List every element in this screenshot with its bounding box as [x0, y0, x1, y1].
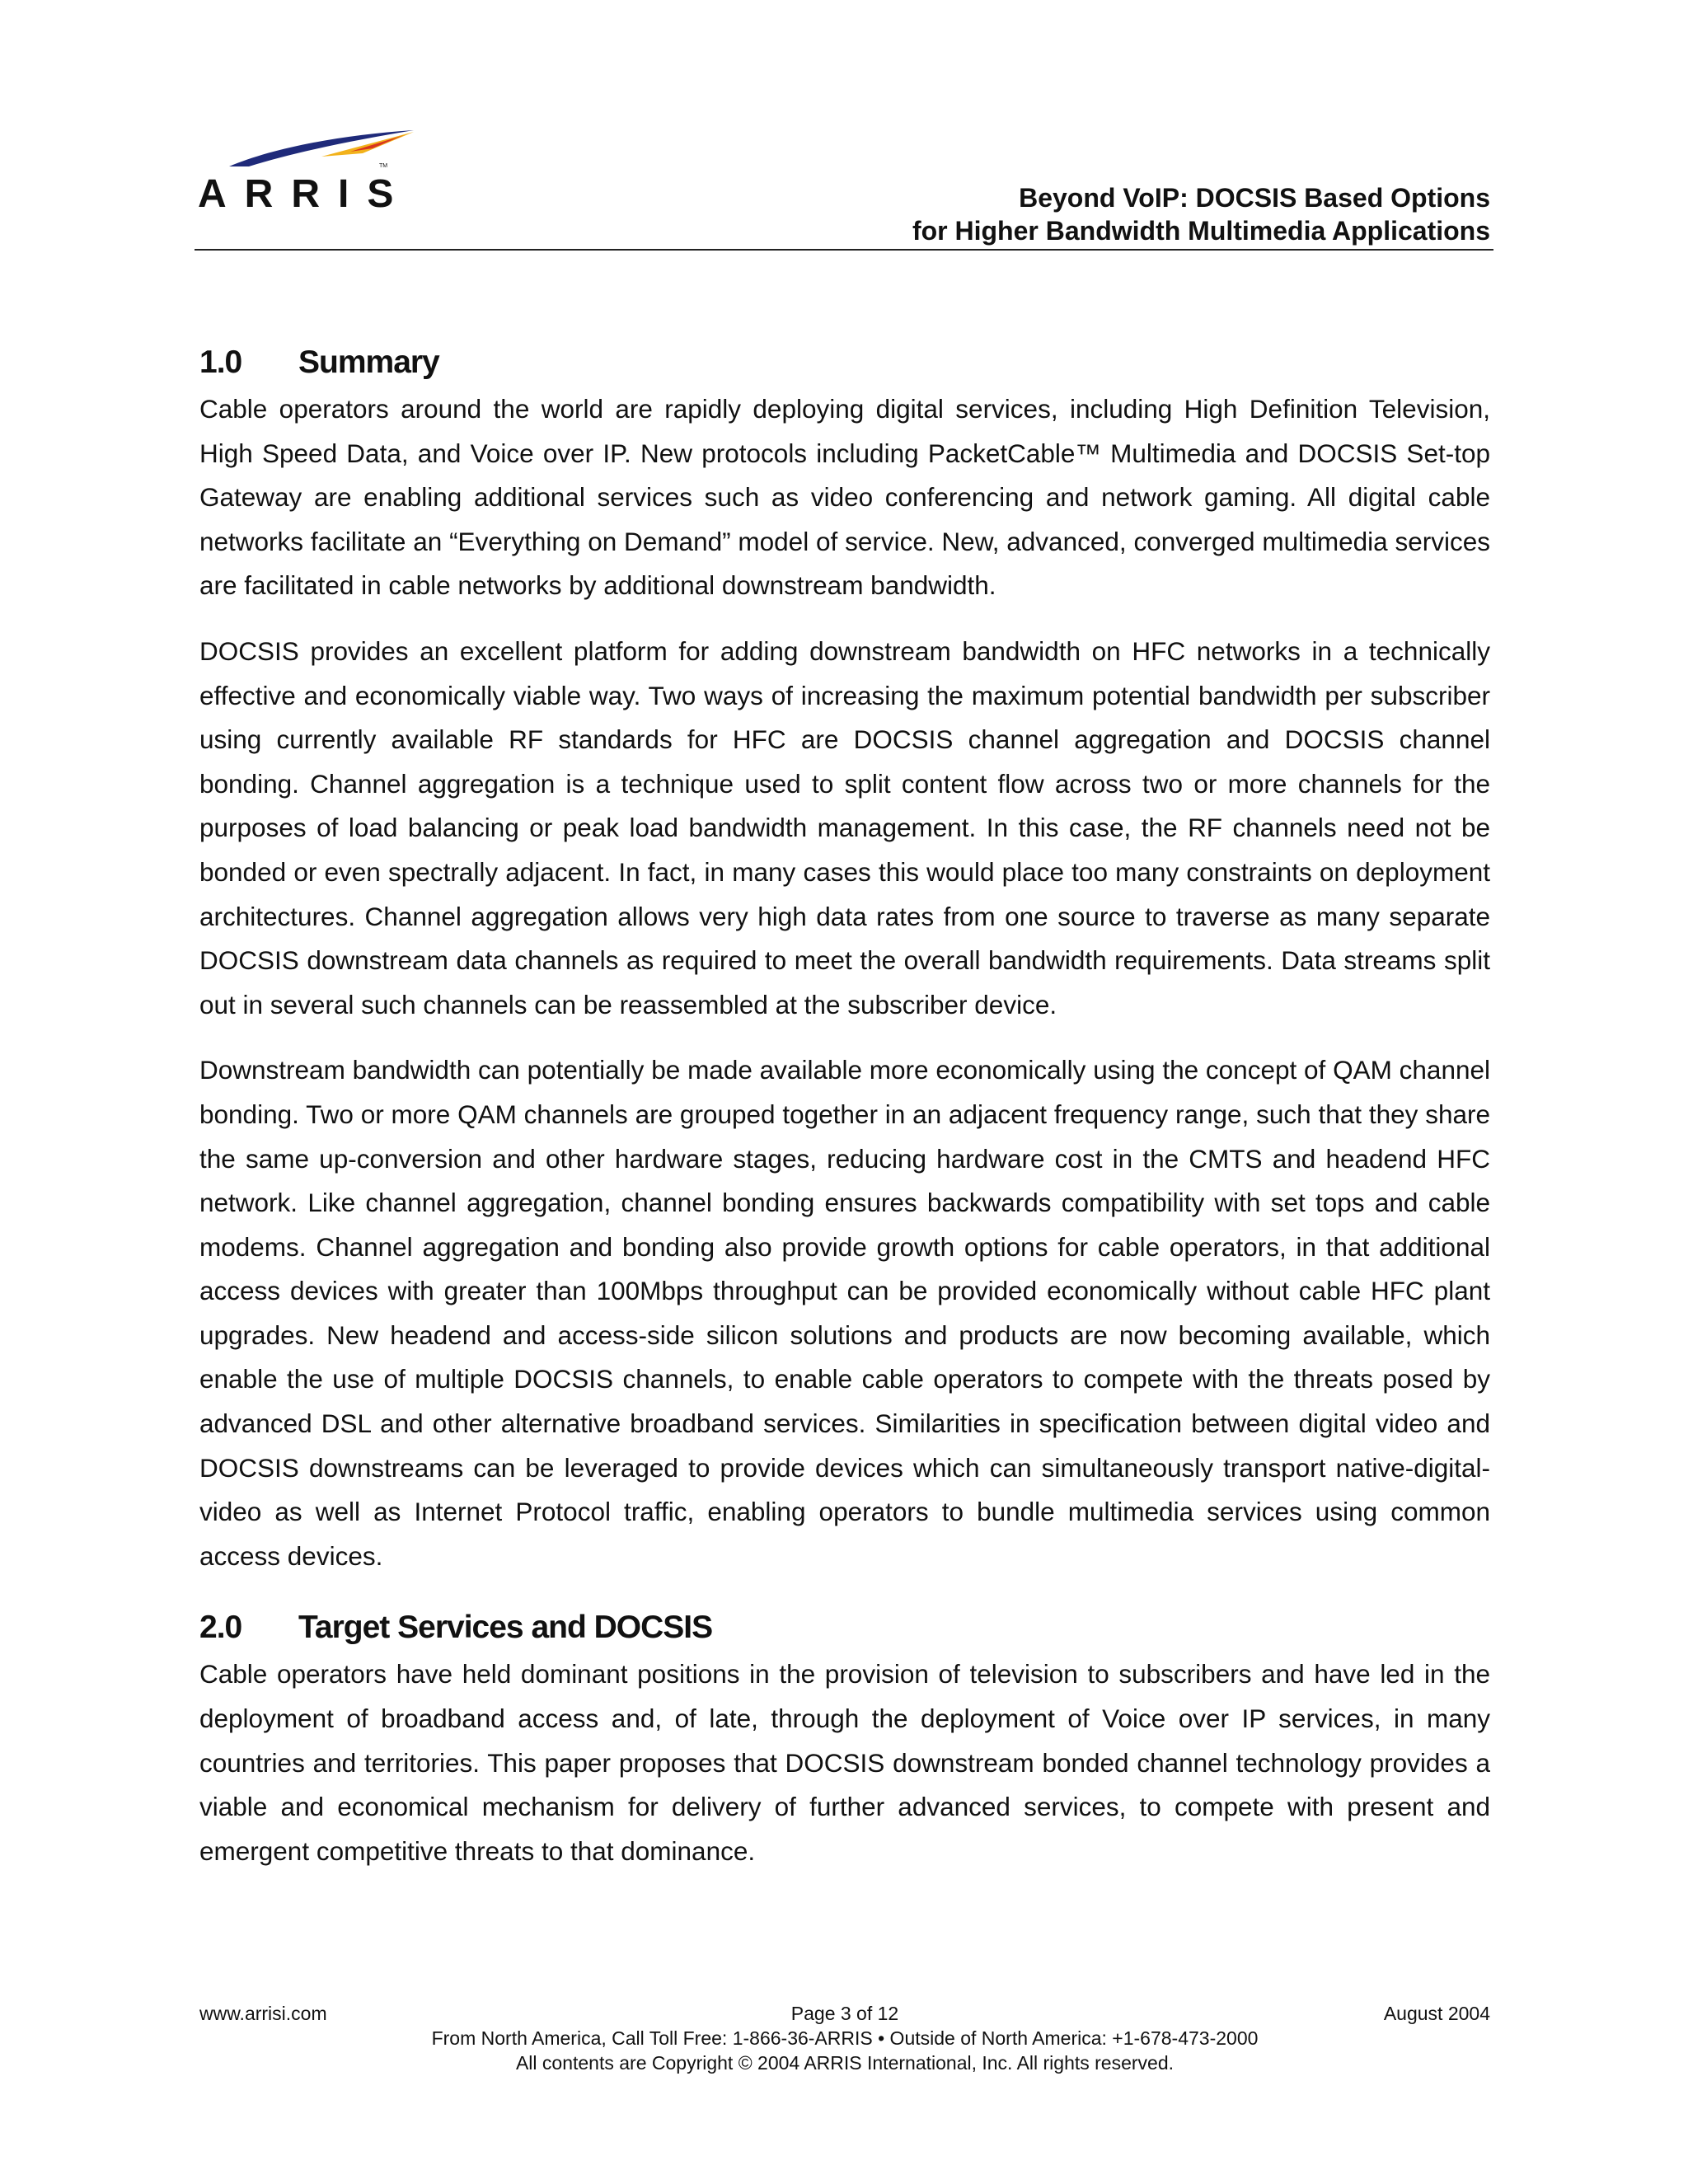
section-summary: [199, 338, 1490, 1578]
section-heading: [199, 1603, 1490, 1652]
paragraph: Cable operators have held dominant positions in the provision of television to subscribers and have led in the deployment of broadband access and, of late, through the deployment of Voice over IP services, in many countries and territories. This paper proposes that DOCSIS downstream bonded channel technology provides a viable and economical mechanism for delivery of further advanced services, to compete with present and emergent competitive threats to that dominance.: [199, 1659, 1490, 1866]
section-heading: [199, 338, 1490, 387]
page-footer: [199, 2001, 1490, 2075]
document-title-line1: Beyond VoIP: DOCSIS Based Options: [1019, 183, 1490, 213]
section-target-services: [199, 1603, 1490, 1873]
section-title: Target Services and DOCSIS: [298, 1610, 713, 1646]
footer-website: www.arrisi.com: [199, 2003, 327, 2024]
document-title: [912, 181, 1490, 247]
footer-phone: From North America, Call Toll Free: 1-866-36-ARRIS • Outside of North America: +1-678-473-2000: [431, 2027, 1259, 2049]
paragraph: Cable operators around the world are rapidly deploying digital services, including High Definition Television, High Speed Data, and Voice over IP. New protocols including PacketCable™ Multimedia and DOCSIS Set-top Gateway are enabling additional services such as video conferencing and network gaming. All digital cable networks facilitate an “Everything on Demand” model of service. New, advanced, converged multimedia services are facilitated in cable networks by additional downstream bandwidth.: [199, 394, 1490, 601]
logo-wordmark: ARRIS: [198, 172, 412, 216]
footer-page-number: Page 3 of 12: [790, 2003, 899, 2024]
logo-tm: TM: [379, 163, 388, 169]
footer-top-row: [199, 2001, 1490, 2026]
document-body: [199, 338, 1490, 1895]
footer-copyright: All contents are Copyright © 2004 ARRIS International, Inc. All rights reserved.: [515, 2052, 1175, 2074]
paragraph: Downstream bandwidth can potentially be made available more economically using the concept of QAM channel bonding. Two or more QAM channels are grouped together in an adjacent frequency range, such that they share the same up-conversion and other hardware stages, reducing hardware cost in the CMTS and headend HFC network. Like channel aggregation, channel bonding ensures backwards compatibility with set tops and cable modems. Channel aggregation and bonding also provide growth options for cable operators, in that additional access devices with greater than 100Mbps throughput can be provided economically without cable HFC plant upgrades. New headend and access-side silicon solutions and products are now becoming available, which enable the use of multiple DOCSIS channels, to enable cable operators to compete with the threats posed by advanced DSL and other alternative broadband services. Similarities in specification between digital video and DOCSIS downstreams can be leveraged to provide devices which can simultaneously transport native-digital-video as well as Internet Protocol traffic, enabling operators to bundle multimedia services using common access devices.: [199, 1055, 1490, 1571]
footer-date: August 2004: [1383, 2003, 1490, 2024]
header-divider: [195, 249, 1493, 251]
section-number: 1.0: [199, 344, 242, 380]
section-number: 2.0: [199, 1610, 242, 1646]
document-title-line2: for Higher Bandwidth Multimedia Applications: [912, 216, 1490, 246]
paragraph: DOCSIS provides an excellent platform for adding downstream bandwidth on HFC networks in a technically effective and economically viable way. Two ways of increasing the maximum potential bandwidth per subscriber using currently available RF standards for HFC are DOCSIS channel aggregation and DOCSIS channel bonding. Channel aggregation is a technique used to split content flow across two or more channels for the purposes of load balancing or peak load bandwidth management. In this case, the RF channels need not be bonded or even spectrally adjacent. In fact, in many cases this would place too many constraints on deployment architectures. Channel aggregation allows very high data rates from one source to traverse as many separate DOCSIS downstream data channels as required to meet the overall bandwidth requirements. Data streams split out in several such channels can be reassembled at the subscriber device.: [199, 635, 1490, 1019]
section-title: Summary: [298, 344, 439, 380]
arris-logo: [198, 124, 420, 214]
